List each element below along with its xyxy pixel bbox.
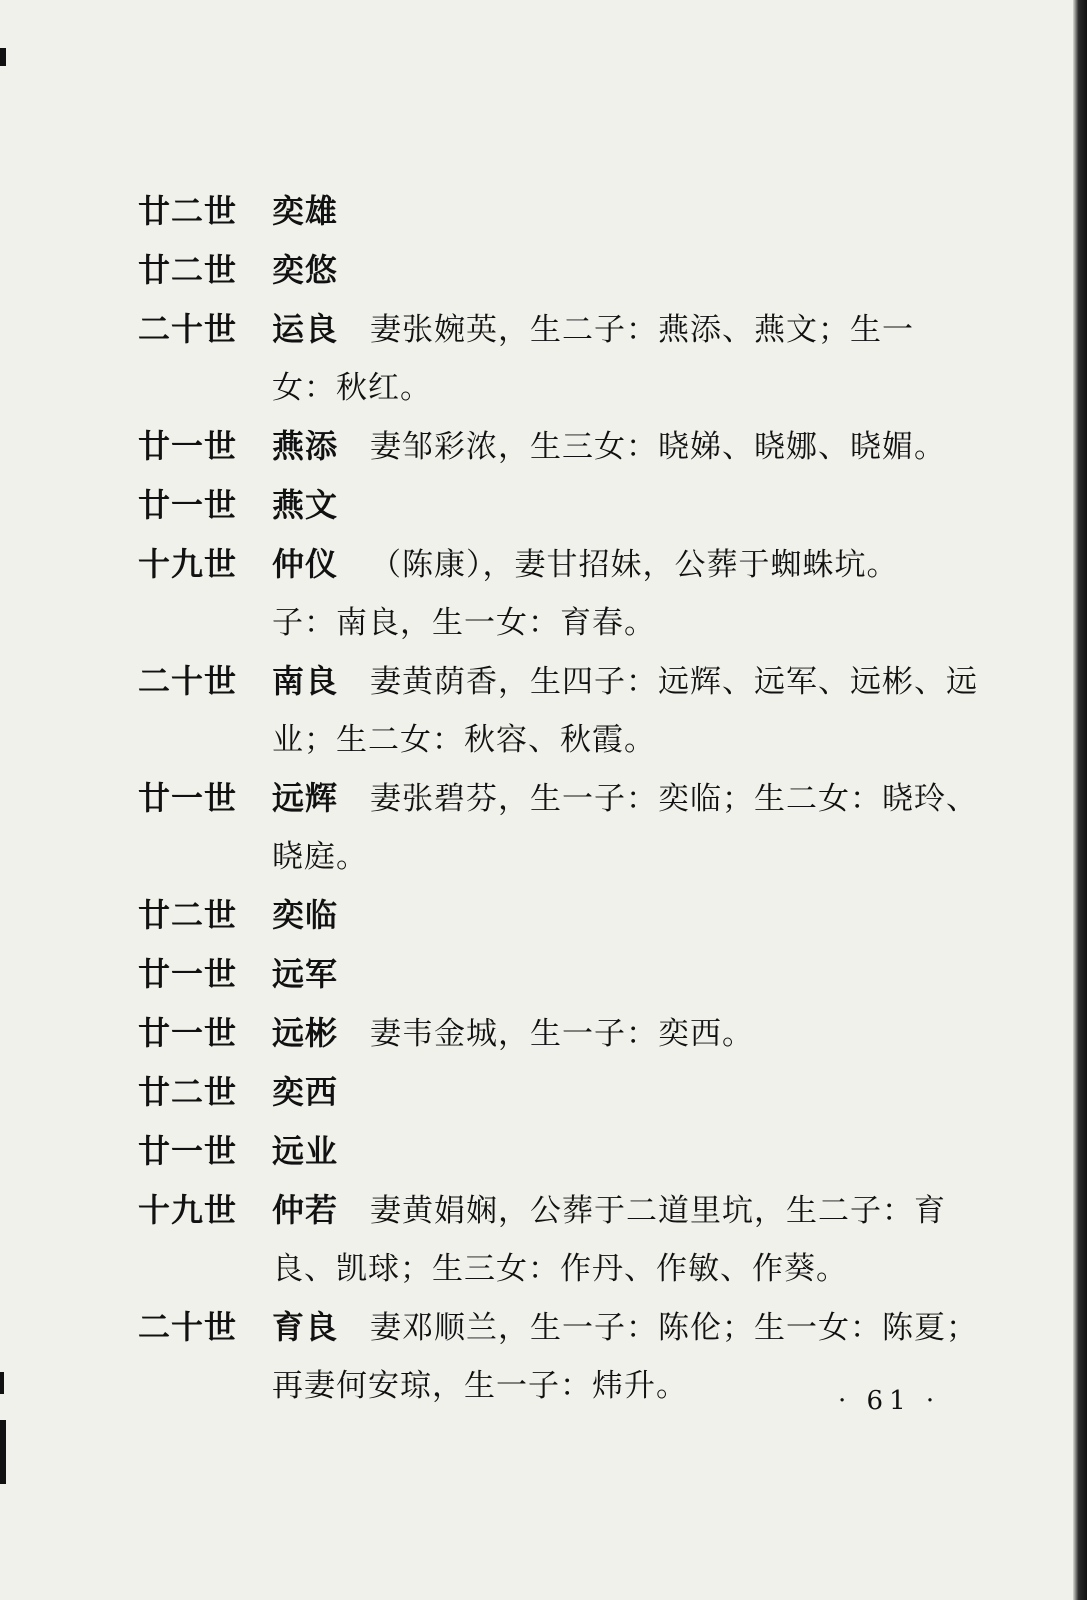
genealogy-entry xyxy=(138,1122,998,1181)
person-name: 远彬 xyxy=(272,1014,339,1052)
genealogy-entry xyxy=(138,945,998,1004)
scan-mark xyxy=(0,1420,6,1484)
page-number: · 61 · xyxy=(838,1386,941,1416)
genealogy-entry xyxy=(138,652,998,769)
person-name: 远军 xyxy=(272,955,339,993)
genealogy-entry xyxy=(138,1181,998,1298)
person-name: 仲若 xyxy=(272,1191,339,1229)
person-name: 奕悠 xyxy=(272,251,339,289)
entry-text: 妻邓顺兰，生一子：陈伦；生一女：陈夏；再妻何安琼，生一子：炜升。 xyxy=(272,1310,978,1404)
generation-label: 二十世 xyxy=(138,1308,238,1346)
page-edge-shadow xyxy=(1073,0,1087,1600)
entry-text: 妻黄荫香，生四子：远辉、远军、远彬、远业；生二女：秋容、秋霞。 xyxy=(272,664,978,758)
person-name: 奕西 xyxy=(272,1073,339,1111)
entry-text: 妻邹彩浓，生三女：晓娣、晓娜、晓媚。 xyxy=(370,429,946,465)
genealogy-entry xyxy=(138,241,998,300)
genealogy-entry xyxy=(138,300,998,417)
generation-label: 廿一世 xyxy=(138,486,238,524)
generation-label: 廿一世 xyxy=(138,779,238,817)
person-name: 燕文 xyxy=(272,486,339,524)
person-name: 运良 xyxy=(272,310,339,348)
entry-text: （陈康），妻甘招妹，公葬于蜘蛛坑。子：南良，生一女：育春。 xyxy=(272,547,899,641)
genealogy-entry xyxy=(138,769,998,886)
person-name: 育良 xyxy=(272,1308,339,1346)
person-name: 南良 xyxy=(272,662,339,700)
genealogy-entry xyxy=(138,417,998,476)
generation-label: 廿二世 xyxy=(138,251,238,289)
generation-label: 廿一世 xyxy=(138,427,238,465)
scan-mark xyxy=(0,1372,4,1394)
genealogy-entry xyxy=(138,886,998,945)
scan-mark xyxy=(0,48,6,66)
person-name: 仲仪 xyxy=(272,545,339,583)
generation-label: 廿二世 xyxy=(138,1073,238,1111)
person-name: 奕雄 xyxy=(272,192,339,230)
person-name: 奕临 xyxy=(272,896,339,934)
genealogy-entry xyxy=(138,476,998,535)
genealogy-entry xyxy=(138,535,998,652)
generation-label: 二十世 xyxy=(138,662,238,700)
entry-text: 妻张婉英，生二子：燕添、燕文；生一女：秋红。 xyxy=(272,312,914,406)
generation-label: 廿一世 xyxy=(138,1132,238,1170)
genealogy-entries xyxy=(138,182,998,1415)
genealogy-entry xyxy=(138,1004,998,1063)
generation-label: 十九世 xyxy=(138,1191,238,1229)
person-name: 燕添 xyxy=(272,427,339,465)
entry-text: 妻张碧芬，生一子：奕临；生二女：晓玲、晓庭。 xyxy=(272,781,978,875)
generation-label: 廿二世 xyxy=(138,192,238,230)
person-name: 远辉 xyxy=(272,779,339,817)
generation-label: 二十世 xyxy=(138,310,238,348)
entry-text: 妻黄娟娴，公葬于二道里坑，生二子：育良、凯球；生三女：作丹、作敏、作葵。 xyxy=(272,1193,946,1287)
generation-label: 廿一世 xyxy=(138,1014,238,1052)
genealogy-entry xyxy=(138,182,998,241)
person-name: 远业 xyxy=(272,1132,339,1170)
genealogy-entry xyxy=(138,1063,998,1122)
generation-label: 十九世 xyxy=(138,545,238,583)
generation-label: 廿一世 xyxy=(138,955,238,993)
generation-label: 廿二世 xyxy=(138,896,238,934)
entry-text: 妻韦金城，生一子：奕西。 xyxy=(370,1016,754,1052)
